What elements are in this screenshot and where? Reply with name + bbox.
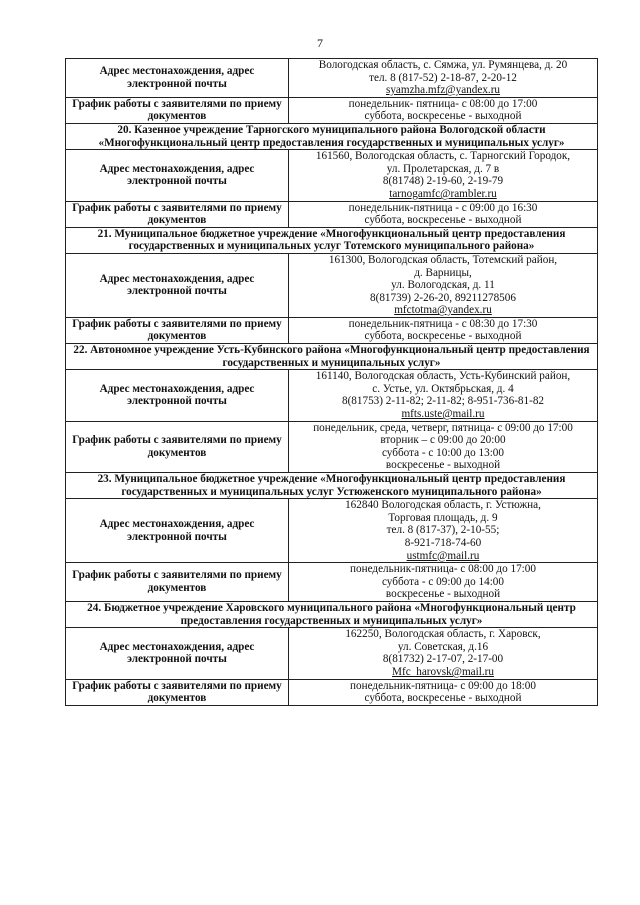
- schedule-row: [66, 563, 598, 602]
- address-row: [66, 370, 598, 421]
- address-label: Адрес местонахождения, адрес электронной почты: [66, 59, 289, 98]
- address-line: 8-921-718-74-60: [404, 536, 482, 549]
- address-value: [289, 59, 598, 98]
- schedule-line: суббота, воскресенье - выходной: [364, 110, 522, 123]
- address-line: тел. 8 (817-37), 2-10-55;: [386, 524, 500, 537]
- email-link[interactable]: tarnogamfc@rambler.ru: [389, 187, 497, 200]
- address-line: 8(81732) 2-17-07, 2-17-00: [382, 653, 504, 666]
- schedule-row: [66, 97, 598, 123]
- org-heading: 20. Казенное учреждение Тарногского муниципального района Вологодской области «Многофункциональный центр предоставления государственных и муниципальных услуг»: [66, 123, 598, 149]
- schedule-value: [289, 421, 598, 472]
- schedule-value: [289, 97, 598, 123]
- address-line: 8(81739) 2-26-20, 89211278506: [370, 291, 516, 304]
- schedule-line: понедельник-пятница- с 09:00 до 18:00: [350, 679, 536, 692]
- address-line: 161140, Вологодская область, Усть-Кубинский район,: [315, 370, 571, 383]
- org-heading-row: [66, 473, 598, 499]
- address-label: Адрес местонахождения, адрес электронной почты: [66, 150, 289, 201]
- schedule-line: понедельник-пятница - с 09:00 до 16:30: [348, 201, 538, 214]
- schedule-value: [289, 317, 598, 343]
- schedule-line: понедельник-пятница- с 08:00 до 17:00: [350, 563, 536, 576]
- address-line: 162250, Вологодская область, г. Харовск,: [345, 628, 541, 641]
- page-number: 7: [317, 36, 323, 50]
- schedule-line: суббота, воскресенье - выходной: [364, 330, 522, 343]
- address-value: [289, 628, 598, 679]
- address-line: ул. Советская, д.16: [397, 640, 489, 653]
- org-heading-row: [66, 123, 598, 149]
- address-line: с. Устье, ул. Октябрьская, д. 4: [372, 382, 514, 395]
- schedule-line: воскресенье - выходной: [385, 588, 501, 601]
- org-heading: 23. Муниципальное бюджетное учреждение «Многофункциональный центр предоставления государственных и муниципальных услуг Устюженского муниципального района»: [66, 473, 598, 499]
- org-heading: 24. Бюджетное учреждение Харовского муниципального района «Многофункциональный центр предоставления государственных и муниципальных услуг»: [66, 601, 598, 627]
- email-link[interactable]: mfts.uste@mail.ru: [401, 408, 485, 421]
- schedule-label: График работы с заявителями по приему документов: [66, 679, 289, 705]
- schedule-value: [289, 563, 598, 602]
- address-row: [66, 253, 598, 317]
- address-line: 162840 Вологодская область, г. Устюжна,: [345, 499, 541, 512]
- address-label: Адрес местонахождения, адрес электронной почты: [66, 253, 289, 317]
- schedule-label: График работы с заявителями по приему документов: [66, 201, 289, 227]
- email-link[interactable]: mfctotma@yandex.ru: [394, 304, 492, 317]
- email-link[interactable]: Mfc_harovsk@mail.ru: [392, 665, 494, 678]
- address-value: [289, 370, 598, 421]
- schedule-line: суббота - с 09:00 до 14:00: [381, 575, 504, 588]
- address-line: 161560, Вологодская область, с. Тарногский Городок,: [315, 150, 571, 163]
- org-heading-row: [66, 227, 598, 253]
- address-line: 8(81748) 2-19-60, 2-19-79: [382, 175, 504, 188]
- schedule-line: суббота, воскресенье - выходной: [364, 214, 522, 227]
- schedule-row: [66, 421, 598, 472]
- address-row: [66, 59, 598, 98]
- schedule-value: [289, 201, 598, 227]
- address-value: [289, 499, 598, 563]
- address-line: 8(81753) 2-11-82; 2-11-82; 8-951-736-81-82: [341, 395, 545, 408]
- schedule-label: График работы с заявителями по приему документов: [66, 317, 289, 343]
- address-row: [66, 499, 598, 563]
- org-heading: 21. Муниципальное бюджетное учреждение «Многофункциональный центр предоставления государственных и муниципальных услуг Тотемского муниципального района»: [66, 227, 598, 253]
- address-line: Вологодская область, с. Сямжа, ул. Румянцева, д. 20: [318, 59, 568, 71]
- email-link[interactable]: ustmfc@mail.ru: [406, 549, 480, 562]
- address-line: ул. Вологодская, д. 11: [391, 279, 495, 292]
- address-value: [289, 150, 598, 201]
- address-line: д. Варницы,: [414, 266, 472, 279]
- org-heading-row: [66, 344, 598, 370]
- address-label: Адрес местонахождения, адрес электронной почты: [66, 628, 289, 679]
- address-line: тел. 8 (817-52) 2-18-87, 2-20-12: [369, 71, 517, 84]
- schedule-line: суббота - с 10:00 до 13:00: [381, 446, 504, 459]
- schedule-line: понедельник-пятница - с 08:30 до 17:30: [348, 317, 538, 330]
- org-heading-row: [66, 601, 598, 627]
- schedule-line: воскресенье - выходной: [385, 459, 501, 472]
- address-label: Адрес местонахождения, адрес электронной почты: [66, 499, 289, 563]
- address-label: Адрес местонахождения, адрес электронной почты: [66, 370, 289, 421]
- address-line: Торговая площадь, д. 9: [388, 511, 498, 524]
- email-link[interactable]: syamzha.mfz@yandex.ru: [385, 84, 501, 97]
- schedule-label: График работы с заявителями по приему документов: [66, 421, 289, 472]
- schedule-line: понедельник, среда, четверг, пятница- с 09:00 до 17:00: [313, 421, 573, 434]
- schedule-line: суббота, воскресенье - выходной: [364, 692, 522, 705]
- schedule-label: График работы с заявителями по приему документов: [66, 563, 289, 602]
- address-row: [66, 150, 598, 201]
- address-line: 161300, Вологодская область, Тотемский район,: [328, 253, 558, 266]
- schedule-line: вторник – с 09:00 до 20:00: [380, 434, 506, 447]
- schedule-row: [66, 679, 598, 705]
- schedule-row: [66, 317, 598, 343]
- address-row: [66, 628, 598, 679]
- schedule-value: [289, 679, 598, 705]
- address-value: [289, 253, 598, 317]
- schedule-row: [66, 201, 598, 227]
- address-line: ул. Пролетарская, д. 7 в: [386, 162, 500, 175]
- schedule-label: График работы с заявителями по приему документов: [66, 97, 289, 123]
- schedule-line: понедельник- пятница- с 08:00 до 17:00: [348, 97, 538, 110]
- mfc-directory-table: [65, 58, 598, 706]
- org-heading: 22. Автономное учреждение Усть-Кубинского района «Многофункциональный центр предоставления государственных и муниципальных услуг»: [66, 344, 598, 370]
